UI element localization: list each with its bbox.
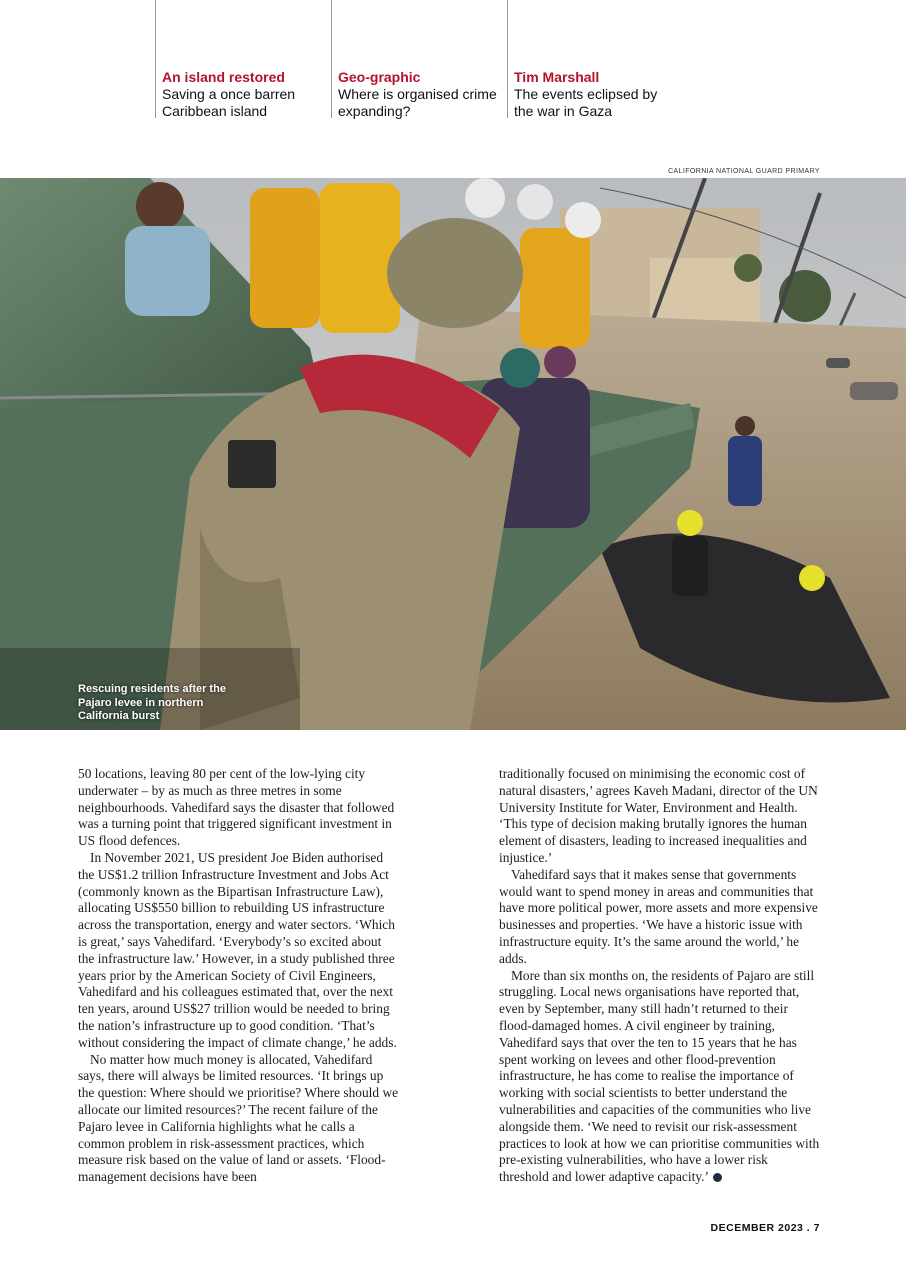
rescuer-yellow bbox=[250, 188, 320, 328]
resident-head bbox=[735, 416, 755, 436]
teaser-tim-marshall[interactable] bbox=[507, 0, 687, 118]
rescuer bbox=[672, 536, 708, 596]
resident-hat bbox=[544, 346, 576, 378]
tree bbox=[734, 254, 762, 282]
rescuer bbox=[792, 592, 832, 656]
paragraph: No matter how much money is allocated, Vahedifard says, there will always be limited resources. ‘It brings up the question: Where should we prioritise? Where should we allocate our limited resources?’ The recent failure of the Pajaro levee in California highlights what he calls a common problem in risk-assessment practices, which measure risk based on the value of land or assets. ‘Flood-management decisions have been bbox=[78, 1051, 399, 1185]
rescuer-yellow bbox=[520, 228, 590, 348]
teaser-kicker: Geo-graphic bbox=[338, 69, 421, 85]
end-mark-icon bbox=[713, 1173, 722, 1182]
paragraph-text: More than six months on, the residents of Pajaro are still struggling. Local news organisations have reported that, even by September, many still hadn’t returned to their flood-damaged homes. A civil engineer by training, Vahedifard says that over the ten to 15 years that he has spent working on levees and other flood-prevention infrastructure, he has come to realise the importance of working with social scientists to better understand the vulnerabilities and capacities of the communities who live alongside them. ‘We need to revisit our risk-assessment practices to look at how we can prioritise communities with pre-existing vulnerabilities, who have a lower risk threshold and lower adaptive capacity.’ bbox=[499, 967, 820, 1185]
rescuer-helmet bbox=[465, 178, 505, 218]
rescuer-helmet bbox=[565, 202, 601, 238]
soldier-helmet bbox=[387, 218, 523, 328]
resident-head bbox=[136, 182, 184, 230]
teaser-island-restored[interactable] bbox=[155, 0, 323, 118]
resident bbox=[125, 226, 210, 316]
paragraph: 50 locations, leaving 80 per cent of the low-lying city underwater – by as much as three metres in some neighbourhoods. Vahedifard says the disaster that followed was a turning point that triggered significant investment in US flood defences. bbox=[78, 766, 395, 849]
photo-credit: CALIFORNIA NATIONAL GUARD PRIMARY bbox=[668, 168, 820, 175]
teaser-kicker: Tim Marshall bbox=[514, 69, 600, 85]
teaser-summary: The events eclipsed by the war in Gaza bbox=[514, 86, 658, 119]
paragraph: In November 2021, US president Joe Biden authorised the US$1.2 trillion Infrastructure Investment and Jobs Act (commonly known as the Bipartisan Infrastructure Law), allocating US$550 billion to rebuilding US infrastructure across the transportation, energy and water sectors. ‘Which is great,’ says Vahedifard. ‘Everybody’s so excited about the infrastructure law.’ However, in a study published three years prior by the American Society of Civil Engineers, Vahedifard and his colleagues estimated that, over the next ten years, around US$27 trillion would be needed to bring the nation’s infrastructure up to good condition. ‘That’s without considering the impact of climate change,’ he adds. bbox=[78, 849, 397, 1050]
photo-illustration bbox=[0, 178, 906, 730]
submerged-car bbox=[850, 382, 898, 400]
paragraph: traditionally focused on minimising the economic cost of natural disasters,’ agrees Kaveh Madani, director of the UN University Institute for Water, Environment and Health. ‘This type of decision making brutally ignores the human element of disasters, leading to increased inequalities and injustice.’ bbox=[499, 766, 818, 865]
teaser-kicker: An island restored bbox=[162, 69, 285, 85]
photo-caption: Rescuing residents after the Pajaro levee in northern California burst bbox=[78, 683, 226, 722]
rescuer-helmet bbox=[677, 510, 703, 536]
rescuer-helmet bbox=[517, 184, 553, 220]
rescuer-yellow bbox=[320, 183, 400, 333]
soldier-patch bbox=[228, 440, 276, 488]
teaser-geo-graphic[interactable] bbox=[331, 0, 499, 118]
resident-hat bbox=[500, 348, 540, 388]
rescuer-helmet bbox=[799, 565, 825, 591]
paragraph: Vahedifard says that it makes sense that governments would want to spend money in areas and communities that have more political power, more assets and more expensive businesses and properties. ‘We have a historic issue with infrastructure equity. It’s the same around the world,’ he adds. bbox=[499, 866, 818, 966]
paragraph bbox=[499, 968, 821, 1186]
tree bbox=[779, 270, 831, 322]
page-folio: DECEMBER 2023 . 7 bbox=[710, 1222, 820, 1234]
article-column-right bbox=[499, 766, 821, 1186]
teaser-summary: Where is organised crime expanding? bbox=[338, 86, 497, 119]
teaser-summary: Saving a once barren Caribbean island bbox=[162, 86, 296, 119]
article-column-left bbox=[78, 766, 400, 1186]
flood-rescue-photo bbox=[0, 178, 906, 730]
resident bbox=[728, 436, 762, 506]
submerged-car bbox=[826, 358, 850, 368]
